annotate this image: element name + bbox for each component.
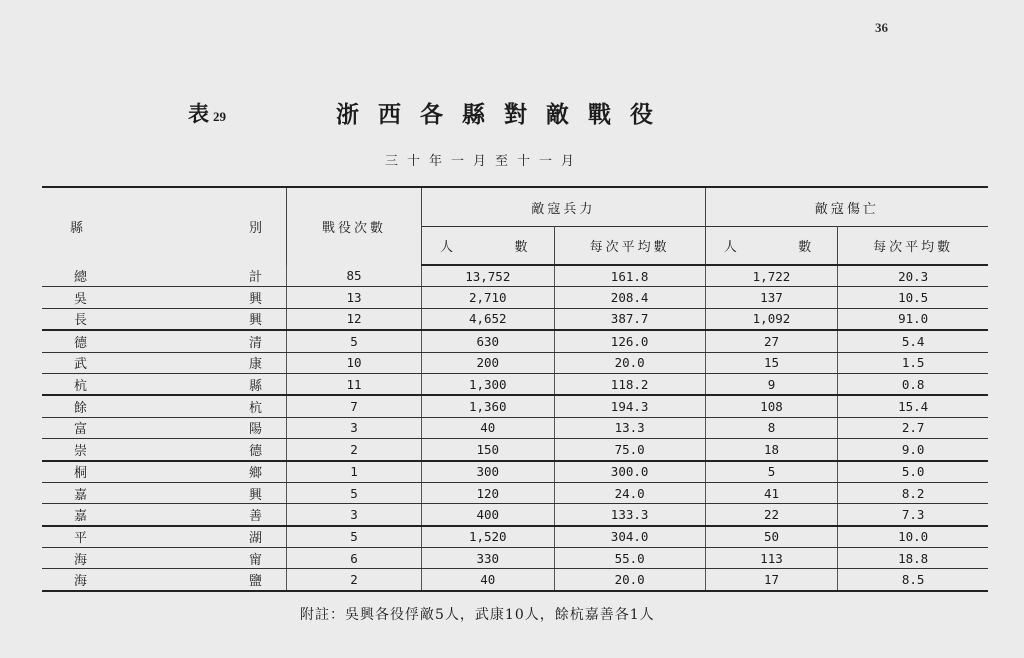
header-county: [42, 187, 287, 265]
force-persons-cell: 4,652: [422, 308, 555, 330]
county-cell: [42, 330, 287, 352]
table-row: [42, 287, 988, 308]
force-average-cell: 161.8: [554, 265, 705, 287]
county-char-1: 富: [74, 422, 88, 438]
county-char-2: 甯: [248, 552, 262, 568]
county-char-2: 鄉: [248, 466, 262, 482]
force-average-cell: 126.0: [554, 330, 705, 352]
county-cell: [42, 352, 287, 373]
county-char-2: 興: [248, 313, 262, 329]
table-row: [42, 395, 988, 417]
battle-count-cell: 12: [287, 308, 422, 330]
casualties-persons-cell: 50: [705, 526, 838, 548]
force-average-cell: 300.0: [554, 461, 705, 483]
county-char-2: 興: [248, 292, 262, 308]
casualties-persons-cell: 108: [705, 395, 838, 417]
county-char-2: 陽: [248, 422, 262, 438]
force-persons-cell: 300: [422, 461, 555, 483]
county-char-2: 善: [248, 508, 262, 524]
page-subtitle: 三十年一月至十一月: [385, 154, 584, 169]
casualties-average-cell: 8.5: [838, 569, 988, 591]
casualties-persons-cell: 5: [705, 461, 838, 483]
county-char-2: 縣: [248, 378, 262, 394]
county-cell: [42, 482, 287, 503]
force-persons-cell: 200: [422, 352, 555, 373]
table-number: 29: [213, 109, 226, 124]
county-cell: [42, 526, 287, 548]
header-enemy-force: 敵寇兵力: [422, 187, 706, 227]
table-label-text: 表: [188, 101, 209, 126]
county-char-1: 德: [74, 335, 88, 351]
table-row: [42, 504, 988, 526]
casualties-persons-cell: 41: [705, 482, 838, 503]
force-average-cell: 208.4: [554, 287, 705, 308]
battle-count-cell: 3: [287, 417, 422, 438]
header-force-persons-char-2: 數: [514, 240, 528, 255]
force-average-cell: 118.2: [554, 373, 705, 395]
casualties-persons-cell: 8: [705, 417, 838, 438]
force-average-cell: 55.0: [554, 548, 705, 569]
county-char-2: 計: [248, 270, 262, 286]
casualties-average-cell: 10.0: [838, 526, 988, 548]
casualties-persons-cell: 1,722: [705, 265, 838, 287]
county-char-1: 海: [74, 552, 88, 568]
casualties-persons-cell: 18: [705, 439, 838, 461]
force-average-cell: 304.0: [554, 526, 705, 548]
force-average-cell: 20.0: [554, 352, 705, 373]
battle-count-cell: 11: [287, 373, 422, 395]
force-persons-cell: 2,710: [422, 287, 555, 308]
casualties-average-cell: 18.8: [838, 548, 988, 569]
force-average-cell: 387.7: [554, 308, 705, 330]
county-char-1: 總: [74, 270, 88, 286]
county-char-2: 康: [248, 357, 262, 373]
county-char-2: 德: [248, 443, 262, 459]
header-casualties-average: 每次平均數: [838, 227, 988, 266]
header-county-char-1: 縣: [70, 221, 84, 236]
force-average-cell: 194.3: [554, 395, 705, 417]
county-cell: [42, 395, 287, 417]
battle-count-cell: 5: [287, 482, 422, 503]
casualties-persons-cell: 17: [705, 569, 838, 591]
county-cell: [42, 548, 287, 569]
table-row: [42, 265, 988, 287]
battle-count-cell: 85: [287, 265, 422, 287]
page-title: 浙西各縣對敵戰役: [336, 101, 672, 128]
casualties-average-cell: 1.5: [838, 352, 988, 373]
battle-count-cell: 10: [287, 352, 422, 373]
header-casualties-persons-char-1: 人: [723, 240, 737, 255]
header-force-average: 每次平均數: [554, 227, 705, 266]
battle-count-cell: 13: [287, 287, 422, 308]
force-persons-cell: 120: [422, 482, 555, 503]
battle-count-cell: 7: [287, 395, 422, 417]
header-casualties-persons-char-2: 數: [798, 240, 812, 255]
header-casualties-persons: [705, 227, 838, 266]
county-cell: [42, 461, 287, 483]
force-average-cell: 133.3: [554, 504, 705, 526]
table-row: [42, 526, 988, 548]
table-row: [42, 482, 988, 503]
force-average-cell: 75.0: [554, 439, 705, 461]
battle-count-cell: 6: [287, 548, 422, 569]
table-row: [42, 569, 988, 591]
casualties-persons-cell: 9: [705, 373, 838, 395]
county-char-2: 杭: [248, 401, 262, 417]
casualties-average-cell: 2.7: [838, 417, 988, 438]
battle-count-cell: 5: [287, 330, 422, 352]
force-average-cell: 20.0: [554, 569, 705, 591]
force-persons-cell: 630: [422, 330, 555, 352]
county-char-2: 鹽: [248, 574, 262, 590]
footnote: 附註：吳興各役俘敵5人，武康10人，餘杭嘉善各1人: [300, 607, 655, 623]
force-persons-cell: 1,520: [422, 526, 555, 548]
casualties-average-cell: 15.4: [838, 395, 988, 417]
force-persons-cell: 400: [422, 504, 555, 526]
casualties-average-cell: 0.8: [838, 373, 988, 395]
county-char-1: 長: [74, 313, 88, 329]
force-average-cell: 13.3: [554, 417, 705, 438]
county-char-1: 杭: [74, 378, 88, 394]
battle-count-cell: 1: [287, 461, 422, 483]
table-row: [42, 352, 988, 373]
table-row: [42, 373, 988, 395]
force-persons-cell: 1,300: [422, 373, 555, 395]
casualties-persons-cell: 1,092: [705, 308, 838, 330]
force-average-cell: 24.0: [554, 482, 705, 503]
county-char-1: 平: [74, 531, 88, 547]
casualties-persons-cell: 22: [705, 504, 838, 526]
header-battle-count: 戰役次數: [287, 187, 422, 265]
battle-count-cell: 3: [287, 504, 422, 526]
casualties-average-cell: 20.3: [838, 265, 988, 287]
table-row: [42, 330, 988, 352]
casualties-persons-cell: 15: [705, 352, 838, 373]
header-row-top: [42, 187, 988, 227]
county-cell: [42, 287, 287, 308]
county-cell: [42, 417, 287, 438]
county-char-1: 海: [74, 574, 88, 590]
table-row: [42, 439, 988, 461]
casualties-average-cell: 91.0: [838, 308, 988, 330]
table-row: [42, 308, 988, 330]
table-body: [42, 265, 988, 591]
casualties-average-cell: 5.0: [838, 461, 988, 483]
header-force-persons-char-1: 人: [440, 240, 454, 255]
county-char-1: 餘: [74, 401, 88, 417]
county-char-1: 武: [74, 357, 88, 373]
county-cell: [42, 265, 287, 287]
county-char-1: 嘉: [74, 508, 88, 524]
header-enemy-casualties: 敵寇傷亡: [705, 187, 988, 227]
force-persons-cell: 330: [422, 548, 555, 569]
force-persons-cell: 40: [422, 569, 555, 591]
battle-count-cell: 2: [287, 569, 422, 591]
casualties-average-cell: 10.5: [838, 287, 988, 308]
county-char-2: 清: [248, 335, 262, 351]
casualties-average-cell: 5.4: [838, 330, 988, 352]
table-label: [188, 98, 226, 128]
table-header: [42, 187, 988, 265]
casualties-average-cell: 8.2: [838, 482, 988, 503]
table-row: [42, 461, 988, 483]
header-county-char-2: 別: [248, 221, 262, 236]
casualties-persons-cell: 137: [705, 287, 838, 308]
force-persons-cell: 40: [422, 417, 555, 438]
county-char-1: 嘉: [74, 487, 88, 503]
county-cell: [42, 308, 287, 330]
county-char-1: 桐: [74, 466, 88, 482]
battle-count-cell: 5: [287, 526, 422, 548]
force-persons-cell: 13,752: [422, 265, 555, 287]
county-char-1: 崇: [74, 443, 88, 459]
force-persons-cell: 150: [422, 439, 555, 461]
county-cell: [42, 569, 287, 591]
header-force-persons: [422, 227, 555, 266]
casualties-average-cell: 7.3: [838, 504, 988, 526]
battle-statistics-table: [42, 186, 988, 592]
casualties-average-cell: 9.0: [838, 439, 988, 461]
county-char-1: 吳: [74, 292, 88, 308]
county-cell: [42, 439, 287, 461]
table-row: [42, 417, 988, 438]
table-row: [42, 548, 988, 569]
county-char-2: 興: [248, 487, 262, 503]
casualties-persons-cell: 27: [705, 330, 838, 352]
battle-count-cell: 2: [287, 439, 422, 461]
county-char-2: 湖: [248, 531, 262, 547]
county-cell: [42, 504, 287, 526]
force-persons-cell: 1,360: [422, 395, 555, 417]
county-cell: [42, 373, 287, 395]
page-number: 36: [875, 20, 888, 35]
casualties-persons-cell: 113: [705, 548, 838, 569]
